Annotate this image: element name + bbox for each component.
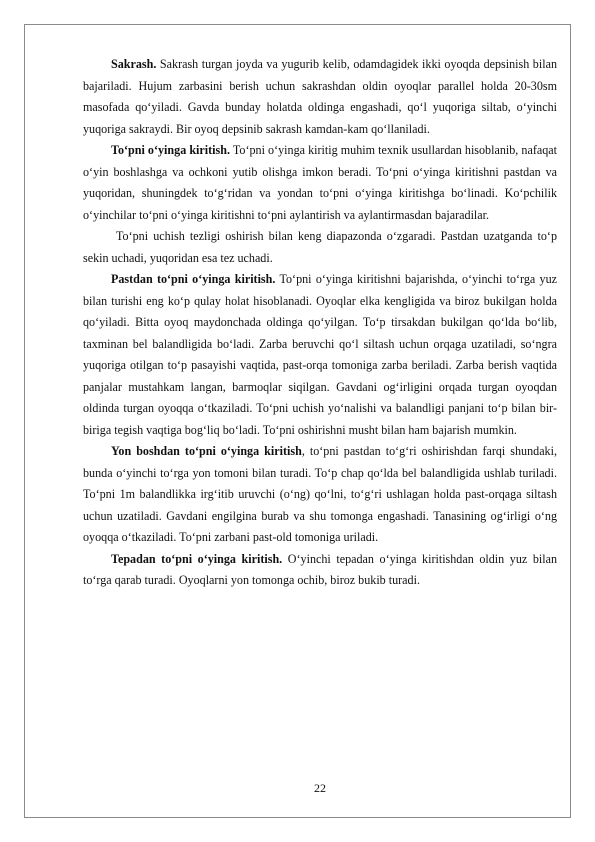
paragraph-text: O‘yinchi tepadan o‘yinga kiritishdan oldin yuz bilan to‘rga qarab turadi. Oyoqlarni yon tomonga ochib, biroz bukib turadi. bbox=[83, 551, 557, 587]
paragraph-pastdan-kiritish bbox=[83, 269, 557, 441]
paragraph-uchish-tezligi bbox=[83, 226, 557, 269]
paragraph-heading: To‘pni o‘yinga kiritish. bbox=[111, 143, 230, 157]
paragraph-sakrash bbox=[83, 54, 557, 140]
paragraph-heading: Sakrash. bbox=[111, 57, 157, 71]
paragraph-heading: Tepadan to‘pni o‘yinga kiritish. bbox=[111, 551, 283, 566]
paragraph-text: To‘pni o‘yinga kiritishni bajarishda, o‘yinchi to‘rga yuz bilan turishi eng ko‘p qulay holat hisoblanadi. Oyoqlar elka kengligida va biroz bukilgan holda qo‘yiladi. Bitta oyoq maydonchada oldinga qo‘yilgan. To‘p tirsakdan bukilgan qo‘lda bo‘lib, taxminan bel balandligida bo‘ladi. Zarba beruvchi qo‘l siltash uchun orqaga uzatiladi, so‘ngra yuqoriga otilgan to‘p pasayishi vaqtida, past-orqa tomoniga zarba beriladi. Zarba berish vaqtida panjalar mustahkam langan, barmoqlar siqilgan. Gavdani og‘irligini orqada turgan oyoqdan oldinda turgan oyoqqa o‘tkaziladi. To‘pni uchish yo‘nalishi va balandligi panjani to‘p bilan bir-biriga tegish vaqtiga bog‘liq bo‘ladi. To‘pni oshirishni musht bilan ham bajarish mumkin. bbox=[83, 272, 558, 437]
paragraph-text: Sakrash turgan joyda va yugurib kelib, odamdagidek ikki oyoqda depsinish bilan bajariladi. Hujum zarbasini berish uchun sakrashdan oldin oyoqlar parallel holda 20-30sm masofada qo‘yiladi. Gavda bunday holatda oldinga engashadi, qo‘l yuqoriga siltab, o‘yinchi yuqoriga sakraydi. Bir oyoq depsinib sakrash kamdan-kam qo‘llaniladi. bbox=[83, 57, 557, 136]
paragraph-topni-oyinga-kiritish bbox=[83, 140, 557, 226]
paragraph-heading: Pastdan to‘pni o‘yinga kiritish. bbox=[111, 272, 276, 286]
paragraph-heading: Yon boshdan to‘pni o‘yinga kiritish bbox=[111, 444, 302, 458]
paragraph-text: To‘pni o‘yinga kiritig muhim texnik usullardan hisoblanib, nafaqat o‘yin boshlashga va ochkoni yutib olishga imkon beradi. To‘pni o‘yinga kiritishni pastdan va yuqoridan, shuningdek to‘g‘ridan va yondan to‘pni o‘yinga kiritishga bo‘linadi. Ko‘pchilik o‘yinchilar to‘pni o‘yinga kiritishni to‘pni aylantirish va aylantirmasdan bajaradilar. bbox=[83, 143, 557, 222]
paragraph-tepadan-kiritish bbox=[83, 549, 557, 592]
paragraph-text: To‘pni uchish tezligi oshirish bilan keng diapazonda o‘zgaradi. Pastdan uzatganda to‘p sekin uchadi, yuqoridan esa tez uchadi. bbox=[83, 229, 557, 265]
paragraph-text: , to‘pni pastdan to‘g‘ri oshirishdan farqi shundaki, bunda o‘yinchi to‘rga yon tomoni bilan turadi. To‘p chap qo‘lda bel balandligida ushlab turiladi. To‘pni 1m balandlikka irg‘itib uruvchi (o‘ng) qo‘lni, to‘g‘ri ushlagan holda past-orqaga siltash uchun uzatiladi. Gavdani engilgina burab va shu tomonga engashadi. Tanasining og‘irligi o‘ng oyoqqa o‘tkaziladi. To‘pni zarbani past-old tomoniga uriladi. bbox=[83, 444, 557, 544]
page-number: 22 bbox=[314, 781, 326, 795]
paragraph-yon-boshdan-kiritish bbox=[83, 441, 557, 549]
document-body bbox=[83, 54, 557, 592]
